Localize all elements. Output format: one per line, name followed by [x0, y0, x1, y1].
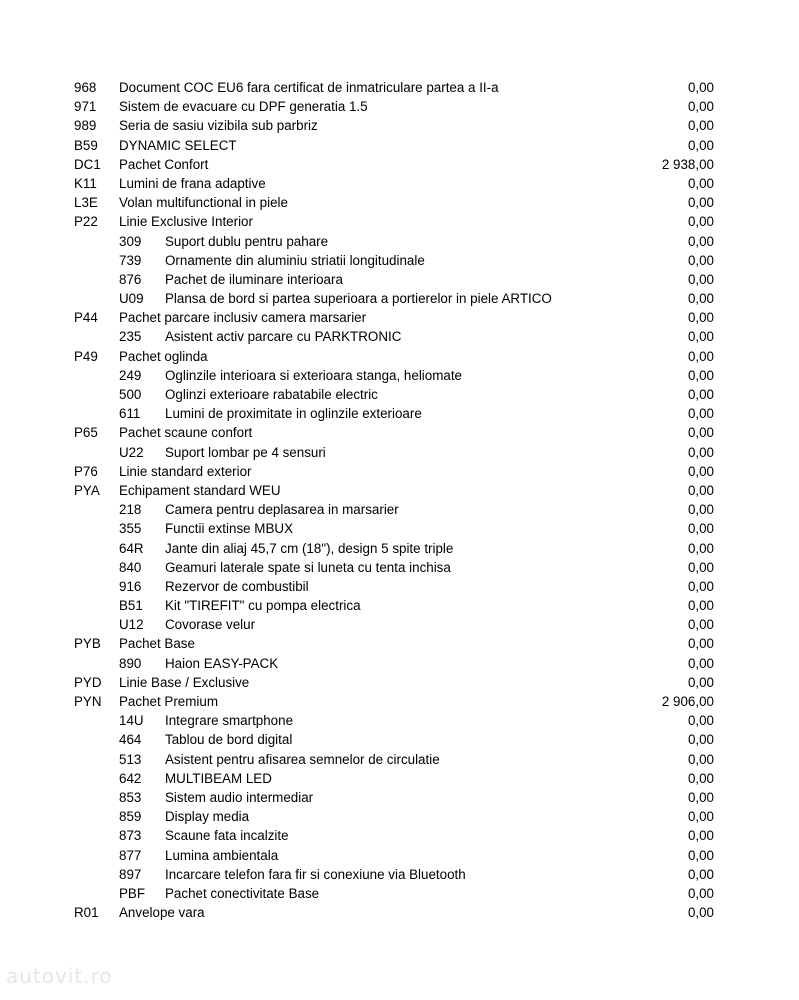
- option-price: 0,00: [687, 905, 714, 921]
- option-subitem-row: [0, 730, 799, 749]
- option-subitem-row: [0, 654, 799, 673]
- option-code: L3E: [74, 195, 98, 211]
- option-subitem-row: [0, 500, 799, 519]
- option-subitem-row: [0, 577, 799, 596]
- option-price: 0,00: [687, 828, 714, 844]
- option-description: MULTIBEAM LED: [165, 770, 272, 786]
- option-description: Linie standard exterior: [119, 463, 252, 479]
- option-code: 64R: [119, 540, 144, 556]
- option-row: [0, 136, 799, 155]
- option-subitem-row: [0, 826, 799, 845]
- option-code: B51: [119, 598, 143, 614]
- option-price: 0,00: [687, 866, 714, 882]
- option-code: PYD: [74, 674, 102, 690]
- option-code: 500: [119, 387, 142, 402]
- option-subitem-row: [0, 769, 799, 788]
- option-row: [0, 212, 799, 231]
- option-price: 0,00: [687, 175, 714, 191]
- option-code: 853: [119, 789, 142, 805]
- option-description: Camera pentru deplasarea in marsarier: [165, 502, 399, 518]
- option-code: 859: [119, 809, 142, 825]
- option-description: Tablou de bord digital: [165, 732, 293, 748]
- option-row: [0, 78, 799, 97]
- option-price: 0,00: [687, 271, 714, 287]
- option-description: Pachet Base: [119, 636, 195, 652]
- option-price: 0,00: [687, 789, 714, 805]
- option-price: 2 906,00: [661, 694, 714, 709]
- option-price: 0,00: [687, 521, 714, 537]
- option-subitem-row: [0, 558, 799, 577]
- option-description: Volan multifunctional in piele: [119, 195, 288, 211]
- option-price: 0,00: [687, 809, 714, 825]
- option-code: P76: [74, 463, 98, 479]
- option-code: 971: [74, 99, 97, 115]
- option-code: 464: [119, 732, 142, 748]
- option-code: B59: [74, 137, 98, 153]
- option-code: P65: [74, 425, 98, 441]
- option-code: 309: [119, 233, 142, 249]
- option-price: 0,00: [687, 444, 714, 460]
- option-description: Pachet conectivitate Base: [165, 885, 320, 901]
- option-row: [0, 462, 799, 481]
- option-row: [0, 423, 799, 442]
- option-subitem-row: [0, 251, 799, 270]
- option-description: Plansa de bord si partea superioara a portierelor in piele ARTICO: [165, 291, 552, 307]
- option-price: 0,00: [687, 655, 714, 671]
- option-description: Seria de sasiu vizibila sub parbriz: [119, 118, 318, 134]
- option-description: Integrare smartphone: [165, 713, 294, 729]
- option-row: [0, 193, 799, 212]
- option-price: 0,00: [687, 195, 714, 211]
- option-description: Pachet oglinda: [119, 348, 208, 364]
- option-code: PYB: [74, 636, 101, 652]
- option-code: 611: [119, 406, 141, 422]
- option-description: Asistent pentru afisarea semnelor de circulatie: [165, 751, 440, 767]
- option-code: 897: [119, 866, 142, 882]
- option-description: DYNAMIC SELECT: [119, 137, 237, 153]
- option-price: 0,00: [687, 137, 714, 153]
- option-price: 2 938,00: [661, 156, 714, 172]
- option-description: Oglinzile interioara si exterioara stanga, heliomate: [165, 367, 462, 383]
- option-subitem-row: [0, 289, 799, 308]
- option-code: U12: [119, 617, 144, 633]
- option-code: 916: [119, 578, 142, 594]
- option-price: 0,00: [687, 540, 714, 556]
- option-price: 0,00: [687, 252, 714, 268]
- option-row: [0, 116, 799, 135]
- option-subitem-row: [0, 327, 799, 346]
- option-description: Lumini de frana adaptive: [119, 175, 266, 191]
- option-subitem-row: [0, 750, 799, 769]
- option-code: 968: [74, 80, 97, 95]
- option-price: 0,00: [687, 80, 714, 95]
- option-price: 0,00: [687, 233, 714, 249]
- option-price: 0,00: [687, 713, 714, 729]
- option-subitem-row: [0, 865, 799, 884]
- option-price: 0,00: [687, 406, 714, 422]
- option-price: 0,00: [687, 329, 714, 345]
- option-subitem-row: [0, 404, 799, 423]
- option-description: Ornamente din aluminiu striatii longitudinale: [165, 252, 425, 268]
- option-row: [0, 481, 799, 500]
- option-code: 249: [119, 367, 142, 383]
- option-description: Linie Base / Exclusive: [119, 674, 250, 690]
- option-price: 0,00: [687, 847, 714, 863]
- option-code: U09: [119, 291, 144, 307]
- option-price: 0,00: [687, 425, 714, 441]
- option-code: 218: [119, 502, 142, 518]
- option-description: Incarcare telefon fara fir si conexiune via Bluetooth: [165, 866, 466, 882]
- option-description: Pachet parcare inclusiv camera marsarier: [119, 310, 367, 326]
- option-subitem-row: [0, 519, 799, 538]
- option-price: 0,00: [687, 770, 714, 786]
- option-subitem-row: [0, 711, 799, 730]
- option-subitem-row: [0, 385, 799, 404]
- option-description: Scaune fata incalzite: [165, 828, 289, 844]
- option-row: [0, 174, 799, 193]
- option-description: Geamuri laterale spate si luneta cu tenta inchisa: [165, 559, 451, 575]
- option-description: Suport dublu pentru pahare: [165, 233, 329, 249]
- option-subitem-row: [0, 884, 799, 903]
- option-description: Lumini de proximitate in oglinzile exterioare: [165, 406, 422, 422]
- option-price: 0,00: [687, 598, 714, 614]
- option-price: 0,00: [687, 482, 714, 498]
- option-code: DC1: [74, 156, 101, 172]
- option-description: Asistent activ parcare cu PARKTRONIC: [165, 329, 402, 345]
- option-code: 235: [119, 329, 142, 345]
- option-code: 876: [119, 271, 142, 287]
- option-description: Haion EASY-PACK: [165, 655, 279, 671]
- option-subitem-row: [0, 846, 799, 865]
- option-description: Suport lombar pe 4 sensuri: [165, 444, 326, 460]
- option-description: Covorase velur: [165, 617, 256, 633]
- option-subitem-row: [0, 270, 799, 289]
- option-code: 873: [119, 828, 142, 844]
- options-list: [0, 78, 799, 922]
- option-description: Anvelope vara: [119, 905, 205, 921]
- option-code: R01: [74, 905, 99, 921]
- option-code: P44: [74, 310, 98, 326]
- option-price: 0,00: [687, 310, 714, 326]
- option-price: 0,00: [687, 885, 714, 901]
- option-description: Pachet Confort: [119, 156, 209, 172]
- option-subitem-row: [0, 596, 799, 615]
- option-description: Functii extinse MBUX: [165, 521, 293, 537]
- watermark: autovit.ro: [6, 964, 113, 988]
- option-price: 0,00: [687, 463, 714, 479]
- option-row: [0, 903, 799, 922]
- option-price: 0,00: [687, 617, 714, 633]
- option-price: 0,00: [687, 367, 714, 383]
- option-row: [0, 308, 799, 327]
- option-subitem-row: [0, 539, 799, 558]
- option-description: Pachet scaune confort: [119, 425, 253, 441]
- option-code: 840: [119, 559, 142, 575]
- option-price: 0,00: [687, 348, 714, 364]
- option-price: 0,00: [687, 636, 714, 652]
- option-row: [0, 692, 799, 711]
- option-subitem-row: [0, 788, 799, 807]
- option-price: 0,00: [687, 387, 714, 402]
- option-description: Linie Exclusive Interior: [119, 214, 253, 230]
- option-description: Jante din aliaj 45,7 cm (18"), design 5 spite triple: [165, 540, 454, 556]
- option-description: Pachet de iluminare interioara: [165, 271, 343, 287]
- option-price: 0,00: [687, 118, 714, 134]
- option-subitem-row: [0, 366, 799, 385]
- option-description: Echipament standard WEU: [119, 482, 281, 498]
- option-price: 0,00: [687, 99, 714, 115]
- option-code: PYN: [74, 694, 102, 709]
- option-description: Document COC EU6 fara certificat de inmatriculare partea a II-a: [119, 80, 499, 95]
- option-code: 739: [119, 252, 142, 268]
- option-description: Sistem audio intermediar: [165, 789, 314, 805]
- option-code: P22: [74, 214, 98, 230]
- option-code: PBF: [119, 885, 146, 901]
- option-code: 642: [119, 770, 142, 786]
- option-description: Oglinzi exterioare rabatabile electric: [165, 387, 378, 402]
- option-price: 0,00: [687, 578, 714, 594]
- option-description: Kit "TIREFIT" cu pompa electrica: [165, 598, 361, 614]
- option-code: 890: [119, 655, 142, 671]
- option-subitem-row: [0, 232, 799, 251]
- option-description: Sistem de evacuare cu DPF generatia 1.5: [119, 99, 368, 115]
- option-row: [0, 673, 799, 692]
- option-code: K11: [74, 175, 97, 191]
- option-description: Lumina ambientala: [165, 847, 279, 863]
- option-price: 0,00: [687, 674, 714, 690]
- option-row: [0, 155, 799, 174]
- option-row: [0, 347, 799, 366]
- option-description: Pachet Premium: [119, 694, 218, 709]
- option-subitem-row: [0, 807, 799, 826]
- option-subitem-row: [0, 443, 799, 462]
- option-code: 513: [119, 751, 142, 767]
- option-code: 877: [119, 847, 142, 863]
- option-price: 0,00: [687, 214, 714, 230]
- option-row: [0, 97, 799, 116]
- option-price: 0,00: [687, 751, 714, 767]
- option-row: [0, 634, 799, 653]
- option-code: P49: [74, 348, 98, 364]
- option-subitem-row: [0, 615, 799, 634]
- option-code: U22: [119, 444, 144, 460]
- option-code: 989: [74, 118, 97, 134]
- option-price: 0,00: [687, 291, 714, 307]
- option-code: PYA: [74, 482, 100, 498]
- option-code: 355: [119, 521, 142, 537]
- option-price: 0,00: [687, 502, 714, 518]
- option-description: Display media: [165, 809, 250, 825]
- option-price: 0,00: [687, 732, 714, 748]
- option-code: 14U: [119, 713, 144, 729]
- option-description: Rezervor de combustibil: [165, 578, 309, 594]
- option-price: 0,00: [687, 559, 714, 575]
